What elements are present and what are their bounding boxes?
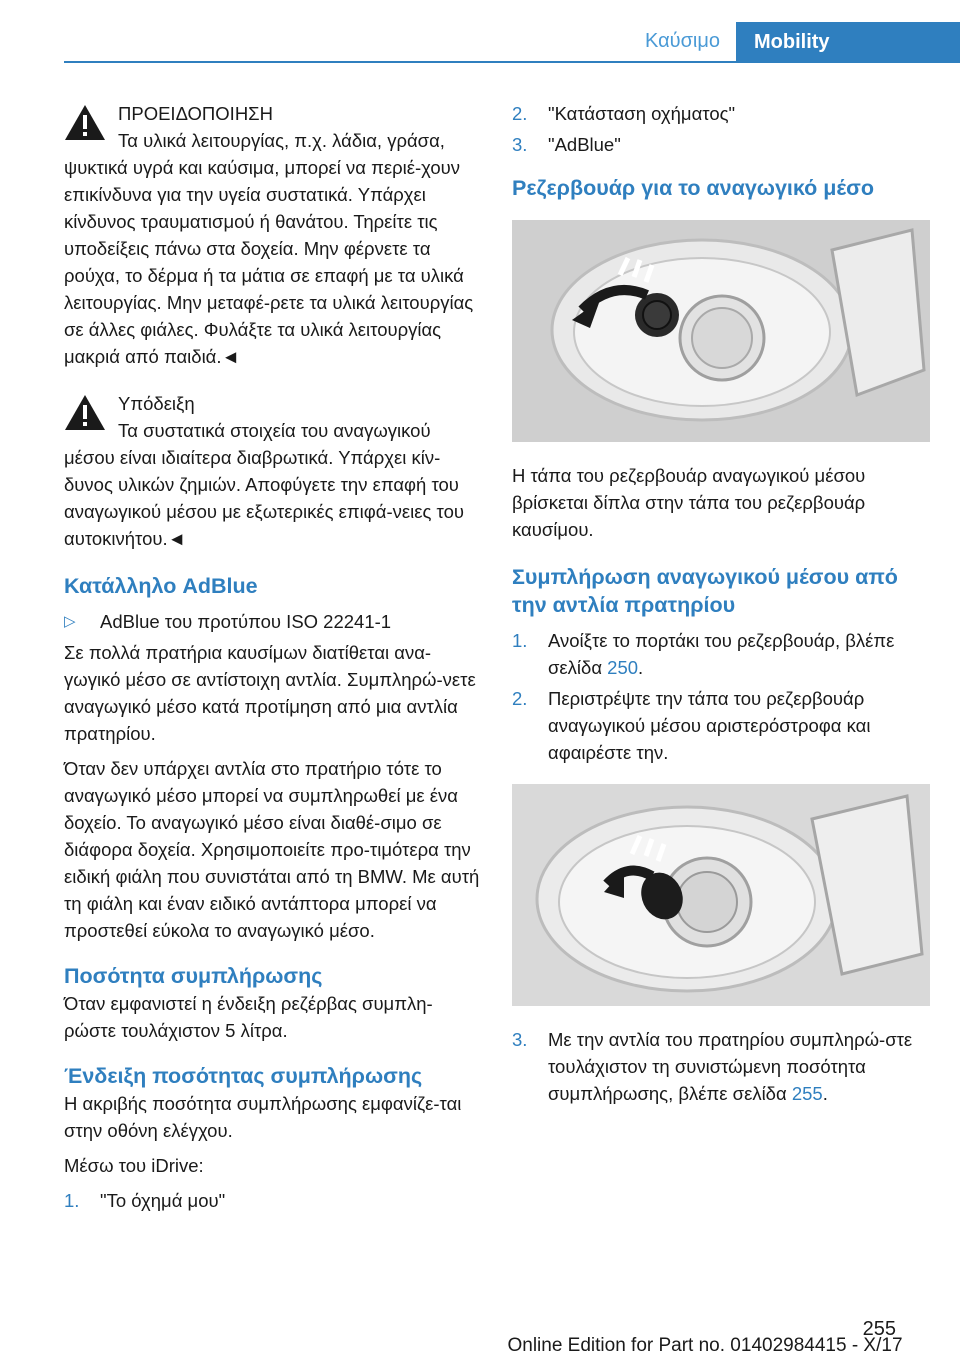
notice-text-first: Τα συστατικά στοιχεία του αναγωγικού: [118, 420, 431, 441]
warning-text-first: Τα υλικά λειτουργίας, π.χ. λάδια, γράσα,: [118, 130, 445, 151]
header-divider: [64, 61, 960, 63]
list-item: [512, 1026, 930, 1107]
list-number: 3.: [512, 134, 528, 155]
page-link[interactable]: 255: [791, 1083, 823, 1104]
page-header: [64, 22, 960, 62]
triangle-bullet-icon: ▷: [64, 613, 76, 630]
heading-display: Ένδειξη ποσότητας συμπλήρωσης: [64, 1064, 423, 1088]
heading-adblue: Κατάλληλο AdBlue: [64, 574, 258, 598]
list-item: [512, 131, 930, 158]
bullet-item: [64, 608, 482, 635]
cap-removal-photo: [512, 784, 930, 1006]
list-number: 1.: [512, 630, 528, 651]
list-item: [512, 685, 930, 766]
warning-text: ψυκτικά υγρά και καύσιμα, μπορεί να περιέ-χουν επικίνδυνα για την υγεία συστατικά. Υπάρχει κίνδυνος τραυματισμού ή θανάτου. Τηρείτε τις υποδείξεις πάνω στα δοχεία. Μην φέρνετε τα ρούχα, το δέρμα ή τα μάτια σε επαφή με τα υλικά λειτουργίας. Μην μεταφέ-ρετε τα υλικά λειτουργίας σε άλλες φιάλες. Φυλάξτε τα υλικά λειτουργίας μακριά από παιδιά.◄: [64, 157, 474, 367]
list-text-end: .: [638, 657, 644, 678]
list-number: 3.: [512, 1029, 528, 1050]
paragraph-idrive: Μέσω του iDrive:: [64, 1155, 204, 1176]
right-column: [512, 100, 930, 1111]
heading-tank: Ρεζερβουάρ για το αναγωγικό μέσο: [512, 176, 874, 200]
heading-fill: Συμπλήρωση αναγωγικού μέσου από την αντλία πρατηρίου: [512, 565, 898, 617]
paragraph-tank: Η τάπα του ρεζερβουάρ αναγωγικού μέσου βρίσκεται δίπλα στην τάπα του ρεζερβουάρ καυσίμου.: [512, 465, 866, 540]
warning-title: ΠΡΟΕΙΔΟΠΟΙΗΣΗ: [118, 103, 273, 124]
list-item: [64, 1187, 482, 1214]
warning-icon: [64, 104, 106, 141]
warning-icon: [64, 394, 106, 431]
list-text: "AdBlue": [548, 134, 621, 155]
notice-title: Υπόδειξη: [118, 393, 195, 414]
list-number: 2.: [512, 103, 528, 124]
heading-quantity: Ποσότητα συμπλήρωσης: [64, 964, 323, 988]
page-number: 255: [862, 1318, 896, 1340]
paragraph-display: Η ακριβής ποσότητα συμπλήρωσης εμφανίζε-ται στην οθόνη ελέγχου.: [64, 1093, 462, 1141]
cap-removal-illustration: [512, 784, 930, 1006]
list-text: Ανοίξτε το πορτάκι του ρεζερβουάρ, βλέπε σελίδα: [548, 630, 895, 678]
paragraph-quantity: Όταν εμφανιστεί η ένδειξη ρεζέρβας συμπλη-ρώστε τουλάχιστον 5 λίτρα.: [64, 993, 433, 1041]
page-link[interactable]: 250: [607, 657, 639, 678]
list-text: "Κατάσταση οχήματος": [548, 103, 736, 124]
warning-box: [64, 100, 482, 370]
bullet-text: AdBlue του προτύπου ISO 22241-1: [100, 611, 392, 632]
list-text: Περιστρέψτε την τάπα του ρεζερβουάρ αναγωγικού μέσου αριστερόστροφα και αφαιρέστε την.: [548, 688, 871, 763]
list-item: [512, 627, 930, 681]
notice-text: μέσου είναι ιδιαίτερα διαβρωτικά. Υπάρχει κίν-δυνος υλικών ζημιών. Αποφύγετε την επαφή του αναγωγικού μέσου με εξωτερικές επιφά-νειες του αυτοκινήτου.◄: [64, 447, 464, 549]
list-text: "Το όχημά μου": [100, 1190, 226, 1211]
left-column: [64, 100, 482, 1218]
tab-mobility[interactable]: Mobility: [736, 22, 960, 63]
tab-fuel[interactable]: Καύσιμο: [644, 30, 720, 52]
edition-note: Online Edition for Part no. 01402984415 - X/17: [507, 1335, 903, 1356]
paragraph-bottle: Όταν δεν υπάρχει αντλία στο πρατήριο τότε το αναγωγικό μέσο μπορεί να συμπληρωθεί με ένα δοχείο. Το αναγωγικό μέσο είναι διαθέ-σιμο σε διάφορα δοχεία. Χρησιμοποιείτε προ-τιμότερα την ειδική φιάλη που συνιστάται από τη BMW. Με αυτή τη φιάλη και έναν ειδικό αντάπτορα μπορεί να προστεθεί εύκολα το αναγωγικό μέσο.: [64, 758, 480, 941]
tank-cap-photo: [512, 220, 930, 442]
list-text-end: .: [822, 1083, 828, 1104]
list-item: [512, 100, 930, 127]
notice-box: [64, 390, 482, 552]
fuel-filler-illustration: [512, 220, 930, 442]
paragraph-pumps: Σε πολλά πρατήρια καυσίμων διατίθεται ανα-γωγικό μέσο σε αντίστοιχη αντλία. Συμπληρώ-νετε αναγωγικό μέσο κατά προτίμηση από μια αντλία πρατηρίου.: [64, 642, 476, 744]
list-text: Με την αντλία του πρατηρίου συμπληρώ-στε τουλάχιστον τη συνιστώμενη ποσότητα συμπλήρωσης, βλέπε σελίδα: [548, 1029, 913, 1104]
list-number: 2.: [512, 688, 528, 709]
list-number: 1.: [64, 1190, 80, 1211]
